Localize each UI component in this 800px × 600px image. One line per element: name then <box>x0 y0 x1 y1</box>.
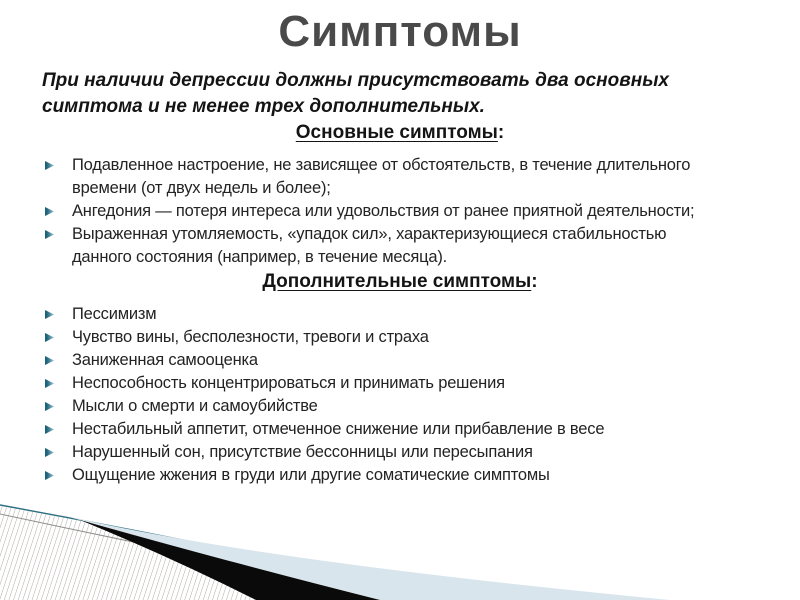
list-item <box>45 223 800 269</box>
item-line: данного состояния (например, в течение месяца). <box>72 248 448 266</box>
bullet-arrow-icon <box>45 402 54 411</box>
item-text <box>72 154 690 200</box>
bullet-cell <box>45 418 72 434</box>
item-line: времени (от двух недель и более); <box>72 179 331 197</box>
additional-symptoms-heading-text: Дополнительные симптомы <box>262 271 532 292</box>
pale-blue-swoosh <box>58 514 670 600</box>
list-item <box>45 200 800 223</box>
list-item <box>45 395 800 418</box>
list-item <box>45 154 800 200</box>
bullet-cell <box>45 349 72 365</box>
black-swoosh <box>80 520 380 600</box>
bullet-cell <box>45 372 72 388</box>
additional-symptoms-list <box>0 303 800 487</box>
item-text <box>72 326 429 349</box>
item-line: Нарушенный сон, присутствие бессонницы или пересыпания <box>72 443 533 461</box>
bullet-cell <box>45 223 72 239</box>
item-text <box>72 395 318 418</box>
bullet-arrow-icon <box>45 161 54 170</box>
item-text <box>72 441 533 464</box>
item-text <box>72 200 694 223</box>
additional-symptoms-heading-colon: : <box>531 271 538 292</box>
hatch-triangle <box>0 506 470 600</box>
bullet-cell <box>45 441 72 457</box>
list-item <box>45 326 800 349</box>
gray-diagonal-line <box>0 514 425 600</box>
item-line: Нестабильный аппетит, отмеченное снижение или прибавление в весе <box>72 420 605 438</box>
bullet-arrow-icon <box>45 356 54 365</box>
bullet-arrow-icon <box>45 425 54 434</box>
main-symptoms-list <box>0 154 800 269</box>
item-line: Мысли о смерти и самоубийстве <box>72 397 318 415</box>
intro-text <box>42 68 800 120</box>
main-symptoms-heading-colon: : <box>497 122 505 143</box>
bullet-cell <box>45 464 72 480</box>
bullet-arrow-icon <box>45 471 54 480</box>
item-line: Подавленное настроение, не зависящее от обстоятельств, в течение длительного <box>72 156 691 174</box>
additional-symptoms-heading <box>0 271 800 292</box>
intro-line: симптома и не менее трех дополнительных. <box>42 96 485 117</box>
item-text <box>72 303 156 326</box>
main-symptoms-heading-text: Основные симптомы <box>295 122 498 143</box>
teal-diagonal-line <box>0 505 465 600</box>
item-text <box>72 223 666 269</box>
bullet-arrow-icon <box>45 230 54 239</box>
bullet-cell <box>45 200 72 216</box>
list-item <box>45 372 800 395</box>
item-text <box>72 418 604 441</box>
bullet-arrow-icon <box>45 448 54 457</box>
bullet-cell <box>45 395 72 411</box>
slide-title: Симптомы <box>278 7 522 56</box>
list-item <box>45 418 800 441</box>
bullet-arrow-icon <box>45 379 54 388</box>
main-symptoms-heading <box>0 122 800 143</box>
list-item <box>45 303 800 326</box>
bullet-cell <box>45 154 72 170</box>
item-line: Выраженная утомляемость, «упадок сил», характеризующиеся стабильностью <box>72 225 667 243</box>
intro-line: При наличии депрессии должны присутствовать два основных <box>42 70 669 91</box>
item-line: Ощущение жжения в груди или другие соматические симптомы <box>72 466 550 484</box>
list-item <box>45 441 800 464</box>
item-line: Чувство вины, бесполезности, тревоги и страха <box>72 328 429 346</box>
list-item <box>45 349 800 372</box>
bullet-arrow-icon <box>45 333 54 342</box>
item-text <box>72 372 505 395</box>
item-line: Заниженная самооценка <box>72 351 258 369</box>
bullet-cell <box>45 326 72 342</box>
item-line: Пессимизм <box>72 305 157 323</box>
bullet-arrow-icon <box>45 310 54 319</box>
item-text <box>72 349 258 372</box>
bullet-arrow-icon <box>45 207 54 216</box>
bullet-cell <box>45 303 72 319</box>
item-line: Ангедония — потеря интереса или удовольствия от ранее приятной деятельности; <box>72 202 695 220</box>
item-line: Неспособность концентрироваться и принимать решения <box>72 374 505 392</box>
item-text <box>72 464 550 487</box>
list-item <box>45 464 800 487</box>
